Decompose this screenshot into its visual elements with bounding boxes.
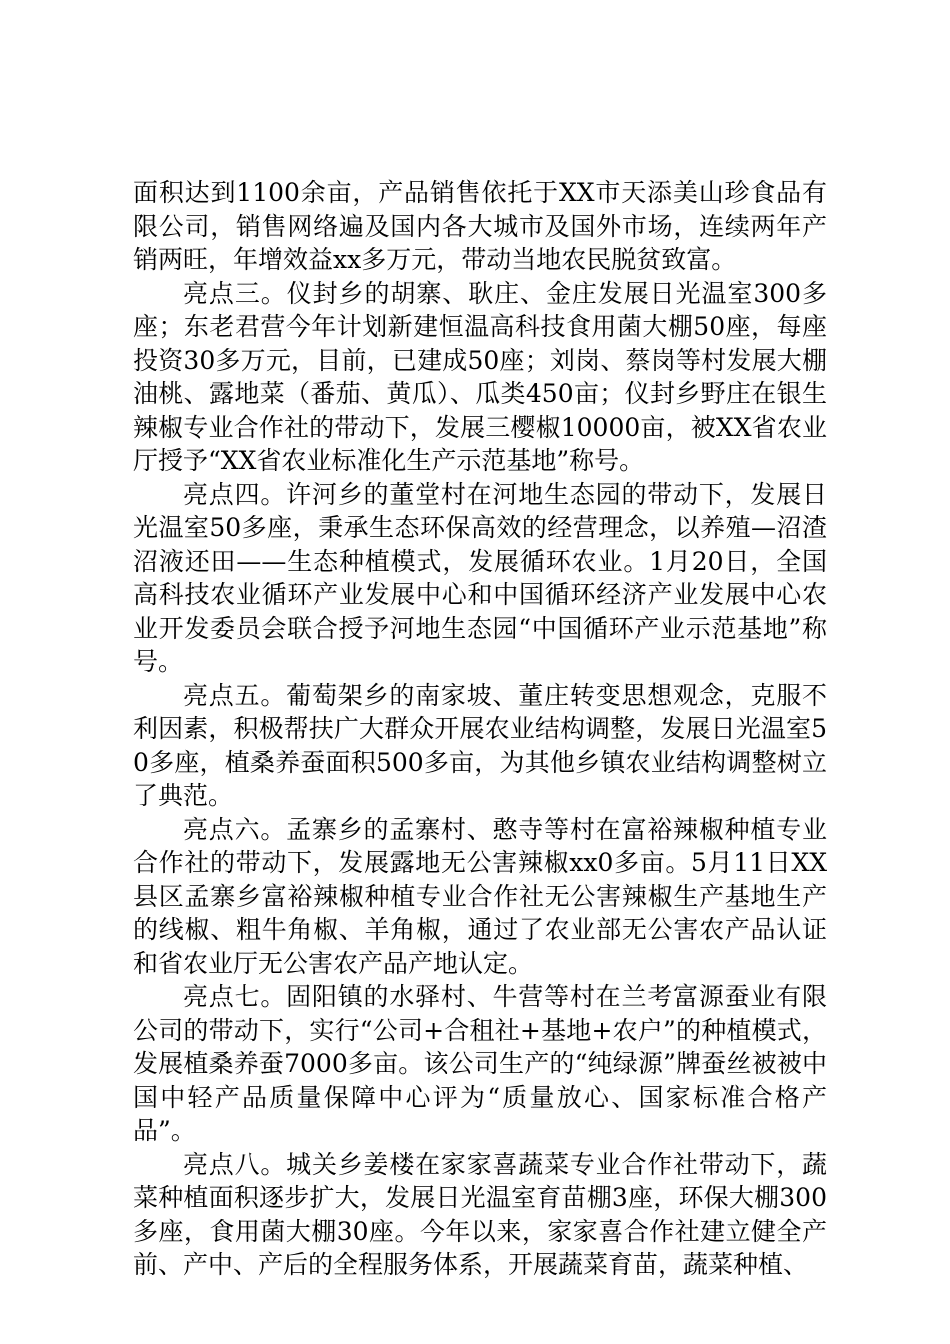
paragraph-continuation: 面积达到1100余亩，产品销售依托于XX市天添美山珍食品有限公司，销售网络遍及国内各大城市及国外市场，连续两年产销两旺，年增效益xx多万元，带动当地农民脱贫致富。 <box>133 178 827 274</box>
paragraph-highlight-7: 亮点七。固阳镇的水驿村、牛营等村在兰考富源蚕业有限公司的带动下，实行“公司+合租社+基地+农户”的种植模式，发展植桑养蚕7000多亩。该公司生产的“纯绿源”牌蚕丝被被中国中轻产品质量保障中心评为“质量放心、国家标准合格产品”。 <box>133 982 827 1145</box>
document-page <box>133 176 827 1282</box>
paragraph-highlight-4: 亮点四。许河乡的董堂村在河地生态园的带动下，发展日光温室50多座，秉承生态环保高效的经营理念，以养殖—沼渣沼液还田——生态种植模式，发展循环农业。1月20日，全国高科技农业循环产业发展中心和中国循环经济产业发展中心农业开发委员会联合授予河地生态园“中国循环产业示范基地”称号。 <box>133 479 827 676</box>
paragraph-highlight-5: 亮点五。葡萄架乡的南家坡、董庄转变思想观念，克服不利因素，积极帮扶广大群众开展农业结构调整，发展日光温室50多座，植桑养蚕面积500多亩，为其他乡镇农业结构调整树立了典范。 <box>133 680 827 810</box>
paragraph-highlight-6: 亮点六。孟寨乡的孟寨村、憨寺等村在富裕辣椒种植专业合作社的带动下，发展露地无公害辣椒xx0多亩。5月11日XX县区孟寨乡富裕辣椒种植专业合作社无公害辣椒生产基地生产的线椒、粗牛角椒、羊角椒，通过了农业部无公害农产品认证和省农业厅无公害农产品产地认定。 <box>133 814 827 978</box>
paragraph-highlight-8: 亮点八。城关乡姜楼在家家喜蔬菜专业合作社带动下，蔬菜种植面积逐步扩大，发展日光温室育苗棚3座，环保大棚300多座，食用菌大棚30座。今年以来，家家喜合作社建立健全产前、产中、产后的全程服务体系，开展蔬菜育苗，蔬菜种植、 <box>133 1149 827 1279</box>
paragraph-highlight-3: 亮点三。仪封乡的胡寨、耿庄、金庄发展日光温室300多座；东老君营今年计划新建恒温高科技食用菌大棚50座，每座投资30多万元，目前，已建成50座；刘岗、蔡岗等村发展大棚油桃、露地菜（番茄、黄瓜）、瓜类450亩；仪封乡野庄在银生辣椒专业合作社的带动下，发展三樱椒10000亩，被XX省农业厅授予“XX省农业标准化生产示范基地”称号。 <box>133 278 827 475</box>
